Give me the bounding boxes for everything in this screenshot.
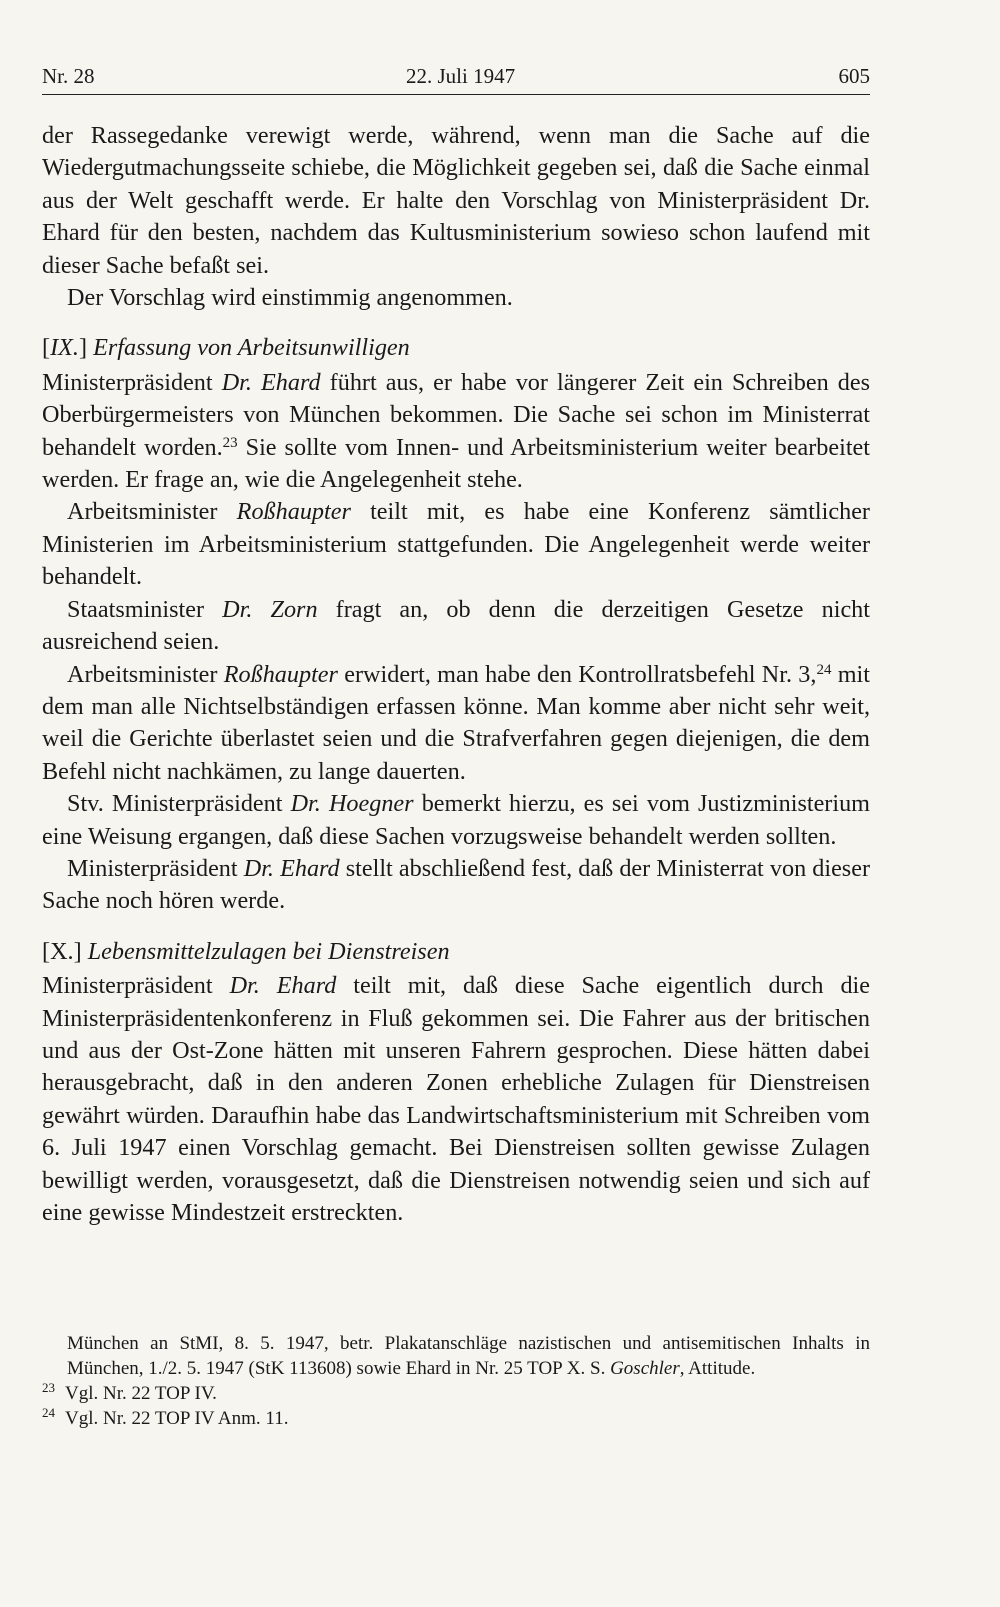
section-number: IX. <box>50 334 79 362</box>
footnote-24: $^{24}$ Vgl. Nr. 22 TOP IV Anm. 11. <box>42 1404 289 1429</box>
paragraph: Der Vorschlag wird einstimmig angenommen. <box>67 284 513 312</box>
speaker-name: Roßhaupter <box>236 498 351 526</box>
section-number: X. <box>50 937 74 965</box>
paragraph: Arbeitsminister Roßhaupter erwidert, man habe den Kontrollratsbefehl Nr. 3,24 mit dem man alle Nichtselbständigen erfassen könne. Man komme aber nicht sehr weit, weil die Gerichte überlastet seien und die Strafverfahren gegen diejenigen, die dem Befehl nicht nachkämen, zu lange dauerten. <box>42 660 870 785</box>
paragraph: Staatsminister Dr. Zorn fragt an, ob denn die derzeitigen Gesetze nicht ausreichend seien. <box>42 595 870 656</box>
paragraph: Ministerpräsident Dr. Ehard führt aus, er habe vor längerer Zeit ein Schreiben des Oberbürgermeisters von München bekommen. Die Sache sei schon im Ministerrat behandelt worden.$^{23}$ Sie sollte vom Innen- und Arbeitsministerium weiter bearbeitet werden. Er frage an, wie die Angelegenheit stehe. <box>42 368 870 494</box>
paragraph: der Rassegedanke verewigt werde, während, wenn man die Sache auf die Wiedergutmachungsseite schiebe, die Möglichkeit gegeben sei, daß die Sache einmal aus der Welt geschafft werde. Er halte den Vorschlag von Ministerpräsident Dr. Ehard für den besten, nachdem das Kultusministerium sowieso schon laufend mit dieser Sache befaßt sei. <box>42 122 870 279</box>
section-heading-x: [X.] Lebensmittelzulagen bei Dienstreisen <box>42 937 450 965</box>
section-title: Lebensmittelzulagen bei Dienstreisen <box>87 937 450 965</box>
document-number: Nr. 28 <box>42 64 95 88</box>
footnote-ref: 23 <box>222 434 238 451</box>
footnotes <box>42 1331 870 1431</box>
footnote-ref: 24 <box>816 661 832 678</box>
page-number: 605 <box>838 64 870 88</box>
speaker-name: Dr. Ehard <box>221 368 321 396</box>
section-title: Erfassung von Arbeitsunwilligen <box>93 334 410 362</box>
paragraph: Ministerpräsident Dr. Ehard teilt mit, daß diese Sache eigentlich durch die Ministerpräsidentenkonferenz in Fluß gekommen sei. Die Fahrer aus der britischen und aus der Ost-Zone hätten mit unseren Fahrern gesprochen. Diese hätten dabei herausgebracht, daß in den anderen Zonen erhebliche Zulagen für Dienstreisen gewährt würden. Daraufhin habe das Landwirtschaftsministerium mit Schreiben vom 6. Juli 1947 einen Vorschlag gemacht. Bei Dienstreisen sollten gewisse Zulagen bewilligt werden, vorausgesetzt, daß die Dienstreisen notwendig seien und sich auf eine gewisse Mindestzeit erstreckten. <box>42 972 871 1226</box>
speaker-name: Dr. Hoegner <box>290 790 414 818</box>
section-heading-ix: [IX.] Erfassung von Arbeitsunwilligen <box>42 334 410 362</box>
paragraph: Ministerpräsident Dr. Ehard stellt abschließend fest, daß der Ministerrat von dieser Sache noch hören werde. <box>42 854 871 915</box>
footnote-23: $^{23}$ Vgl. Nr. 22 TOP IV. <box>42 1379 217 1404</box>
main-text <box>42 120 870 1229</box>
speaker-name: Dr. Ehard <box>243 854 340 882</box>
paragraph: Arbeitsminister Roßhaupter teilt mit, es habe eine Konferenz sämtlicher Ministerien im Arbeitsministerium stattgefunden. Die Angelegenheit werde weiter behandelt. <box>42 498 870 591</box>
speaker-name: Dr. Zorn <box>222 595 318 623</box>
speaker-name: Roßhaupter <box>223 660 338 688</box>
footnote-continuation: München an StMI, 8. 5. 1947, betr. Plakatanschläge nazistischen und antisemitischen Inhalts in München, 1./2. 5. 1947 (StK 113608) sowie Ehard in Nr. 25 TOP X. S. Goschler, Attitude. <box>67 1333 870 1379</box>
header-date: 22. Juli 1947 <box>406 64 516 88</box>
paragraph: Stv. Ministerpräsident Dr. Hoegner bemerkt hierzu, es sei vom Justizministerium eine Weisung ergangen, daß diese Sachen vorzugsweise behandelt werden sollten. <box>42 790 870 850</box>
speaker-name: Dr. Ehard <box>229 972 337 1000</box>
running-header <box>42 62 870 95</box>
